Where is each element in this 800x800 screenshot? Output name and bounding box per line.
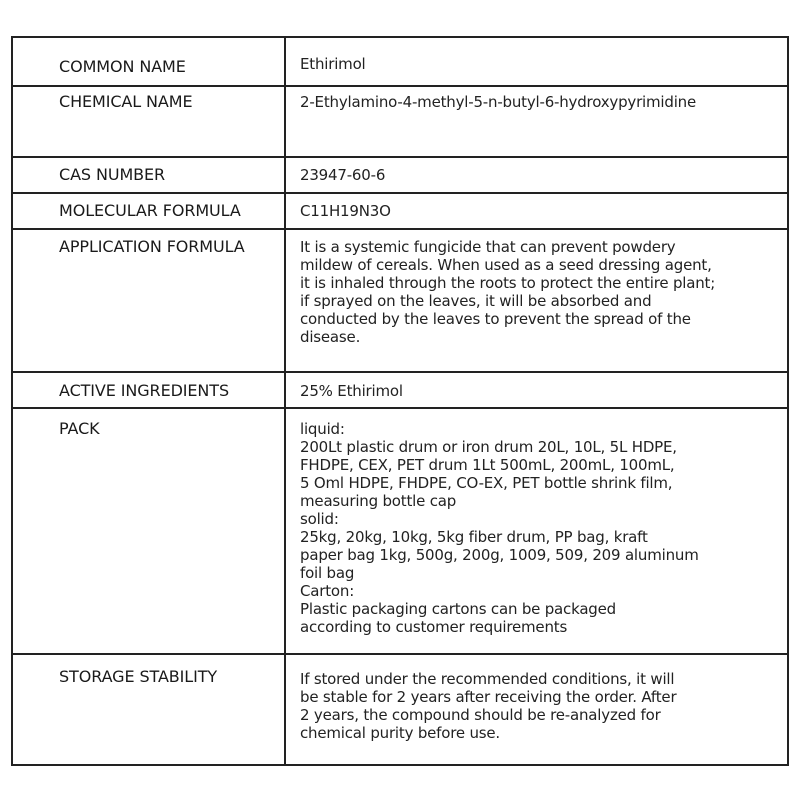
text-line: according to customer requirements — [300, 618, 568, 636]
row-pack — [13, 409, 787, 655]
cas-number-label: CAS NUMBER — [59, 165, 166, 184]
text-line: FHDPE, CEX, PET drum 1Lt 500mL, 200mL, 100mL, — [300, 456, 675, 474]
text-line: Carton: — [300, 582, 355, 600]
text-line: if sprayed on the leaves, it will be absorbed and — [300, 292, 652, 310]
cas-number-value: 23947-60-6 — [300, 166, 386, 184]
row-molecular-formula — [13, 194, 787, 230]
common-name-label: COMMON NAME — [59, 57, 186, 76]
row-active-ingredients — [13, 373, 787, 409]
text-line: If stored under the recommended conditions, it will — [300, 670, 675, 688]
row-common-name — [13, 38, 787, 87]
row-cas-number — [13, 158, 787, 194]
text-line: 2 years, the compound should be re-analyzed for — [300, 706, 661, 724]
row-storage-stability — [13, 655, 787, 764]
text-line: measuring bottle cap — [300, 492, 457, 510]
row-chemical-name — [13, 87, 787, 158]
text-line: it is inhaled through the roots to protect the entire plant; — [300, 274, 716, 292]
text-line: solid: — [300, 510, 339, 528]
text-line: mildew of cereals. When used as a seed dressing agent, — [300, 256, 712, 274]
column-divider — [284, 194, 286, 228]
column-divider — [284, 409, 286, 653]
column-divider — [284, 87, 286, 156]
text-line: be stable for 2 years after receiving the order. After — [300, 688, 677, 706]
storage-stability-value — [300, 670, 780, 742]
column-divider — [284, 158, 286, 192]
column-divider — [284, 655, 286, 764]
text-line: 5 Oml HDPE, FHDPE, CO-EX, PET bottle shrink film, — [300, 474, 673, 492]
text-line: foil bag — [300, 564, 355, 582]
column-divider — [284, 38, 286, 85]
column-divider — [284, 230, 286, 371]
text-line: liquid: — [300, 420, 345, 438]
text-line: conducted by the leaves to prevent the spread of the — [300, 310, 691, 328]
text-line: disease. — [300, 328, 361, 346]
text-line: paper bag 1kg, 500g, 200g, 1009, 509, 209 aluminum — [300, 546, 699, 564]
molecular-formula-label: MOLECULAR FORMULA — [59, 201, 241, 220]
text-line: Plastic packaging cartons can be packaged — [300, 600, 616, 618]
spec-table — [11, 36, 789, 766]
application-formula-label: APPLICATION FORMULA — [59, 237, 245, 256]
text-line: It is a systemic fungicide that can prevent powdery — [300, 238, 676, 256]
active-ingredients-value: 25% Ethirimol — [300, 382, 403, 400]
pack-label: PACK — [59, 419, 100, 438]
text-line: 200Lt plastic drum or iron drum 20L, 10L, 5L HDPE, — [300, 438, 677, 456]
storage-stability-label: STORAGE STABILITY — [59, 667, 218, 686]
text-line: 25kg, 20kg, 10kg, 5kg fiber drum, PP bag, kraft — [300, 528, 648, 546]
common-name-value: Ethirimol — [300, 55, 366, 73]
column-divider — [284, 373, 286, 407]
text-line: chemical purity before use. — [300, 724, 500, 742]
chemical-name-label: CHEMICAL NAME — [59, 92, 193, 111]
row-application-formula — [13, 230, 787, 373]
molecular-formula-value: C11H19N3O — [300, 202, 391, 220]
pack-value — [300, 420, 780, 636]
application-formula-value — [300, 238, 780, 346]
active-ingredients-label: ACTIVE INGREDIENTS — [59, 381, 230, 400]
chemical-name-value: 2-Ethylamino-4-methyl-5-n-butyl-6-hydroxypyrimidine — [300, 93, 697, 111]
